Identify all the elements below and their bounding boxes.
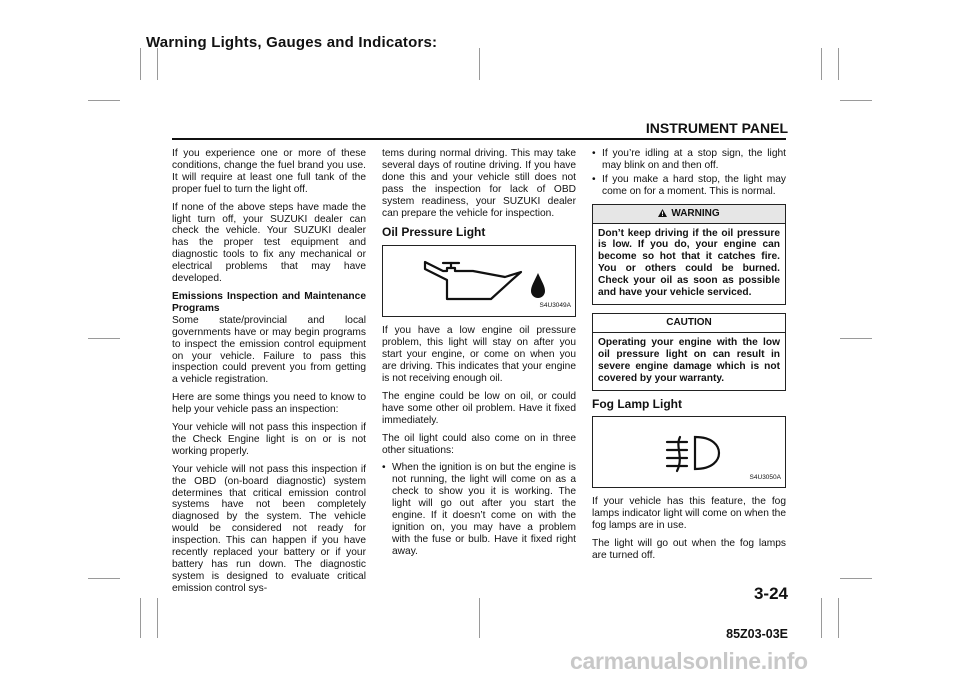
caution-box <box>592 313 786 391</box>
warning-header <box>593 205 785 224</box>
crop-mark <box>479 48 480 80</box>
paragraph: If none of the above steps have made the light turn off, your SUZUKI dealer can check the vehicle. Your SUZUKI dealer has the proper test equipment and diagnostic tools to fix any mechanical or electrical problems that may have developed. <box>172 201 366 285</box>
crop-mark <box>157 598 158 638</box>
crop-mark <box>88 578 120 579</box>
emissions-heading: Emissions Inspection and Maintenance Programs <box>172 290 366 314</box>
list-item: • When the ignition is on but the engine is not running, the light will come on as a check to show you it is working. The light will go out after you start the engine. If it doesn’t come on with the ignition on, you may have a problem with the fuse or bulb. Have it fixed right away. <box>382 462 576 557</box>
crop-mark <box>88 338 120 339</box>
crop-mark <box>838 598 839 638</box>
paragraph: Here are some things you need to know to help your vehicle pass an inspection: <box>172 392 366 416</box>
figure-code: S4U3050A <box>749 473 781 481</box>
paragraph: tems during normal driving. This may take several days of routine driving. If you have done this and your vehicle still does not pass the inspection for lack of OBD system readiness, your SUZUKI dealer can prepare the vehicle for inspection. <box>382 148 576 219</box>
header-rule <box>172 138 786 140</box>
crop-mark <box>140 598 141 638</box>
list-item: • If you’re idling at a stop sign, the light may blink on and then off. <box>592 148 786 172</box>
warning-text: Don’t keep driving if the oil pressure is low. If you do, your engine can become so hot that it catches fire. You or others could be burned. Check your oil as soon as possible and have your vehicle serviced. <box>598 227 780 299</box>
fog-lamp-heading: Fog Lamp Light <box>592 396 682 411</box>
paragraph: Some state/provincial and local governments have or may begin programs to inspect the emission control equipment on your vehicle. Failure to pass this inspection could prevent you from getting a vehicle registration. <box>172 314 366 386</box>
bullet-list <box>382 462 576 557</box>
paragraph: If you experience one or more of these conditions, change the fuel brand you use. It will require at least one full tank of the proper fuel to turn the light off. <box>172 148 366 195</box>
page-number: 3-24 <box>753 584 788 603</box>
warning-box <box>592 204 786 305</box>
paragraph: If your vehicle has this feature, the fog lamps indicator light will come on when the fog lamps are in use. <box>592 496 786 532</box>
crop-mark <box>840 100 872 101</box>
paragraph: Your vehicle will not pass this inspection if the OBD (on-board diagnostic) system determines that critical emission control systems have not been completely diagnosed by the system. The vehicle would be considered not ready for inspection. This can happen if you have recently replaced your battery or if your battery has run down. The diagnostic system is designed to evaluate critical emission control sys- <box>172 463 366 594</box>
crop-mark <box>840 578 872 579</box>
crop-mark <box>821 48 822 80</box>
figure-code: S4U3049A <box>539 302 571 310</box>
column-2 <box>382 148 576 564</box>
warning-label: WARNING <box>671 207 720 219</box>
crop-mark <box>88 100 120 101</box>
column-3 <box>592 148 786 568</box>
crop-mark <box>479 598 480 638</box>
list-item: • If you make a hard stop, the light may come on for a moment. This is normal. <box>592 174 786 198</box>
paragraph: Your vehicle will not pass this inspection if the Check Engine light is on or is not working properly. <box>172 422 366 457</box>
document-code: 85Z03-03E <box>726 627 788 641</box>
caution-text: Operating your engine with the low oil pressure light on can result in severe engine damage which is not covered by your warranty. <box>598 336 780 384</box>
crop-mark <box>840 338 872 339</box>
bullet-list <box>592 148 786 198</box>
column-1 <box>172 148 366 601</box>
running-title: Warning Lights, Gauges and Indicators: <box>146 34 438 51</box>
paragraph: The oil light could also come on in three other situations: <box>382 432 576 456</box>
section-title: INSTRUMENT PANEL <box>645 120 788 136</box>
warning-triangle-icon <box>658 209 667 217</box>
crop-mark <box>157 48 158 80</box>
caution-label: CAUTION <box>593 314 785 333</box>
crop-mark <box>838 48 839 80</box>
fog-lamp-figure <box>592 416 786 488</box>
paragraph: The light will go out when the fog lamps are turned off. <box>592 538 786 562</box>
oil-pressure-heading: Oil Pressure Light <box>382 225 486 240</box>
paragraph: The engine could be low on oil, or could have some other oil problem. Have it fixed immediately. <box>382 390 576 426</box>
crop-mark <box>821 598 822 638</box>
paragraph: If you have a low engine oil pressure problem, this light will stay on after you start your engine, or come on when you are driving. This indicates that your engine is not receiving enough oil. <box>382 325 576 384</box>
oil-pressure-figure <box>382 245 576 317</box>
watermark: carmanualsonline.info <box>570 648 808 674</box>
crop-mark <box>140 48 141 80</box>
